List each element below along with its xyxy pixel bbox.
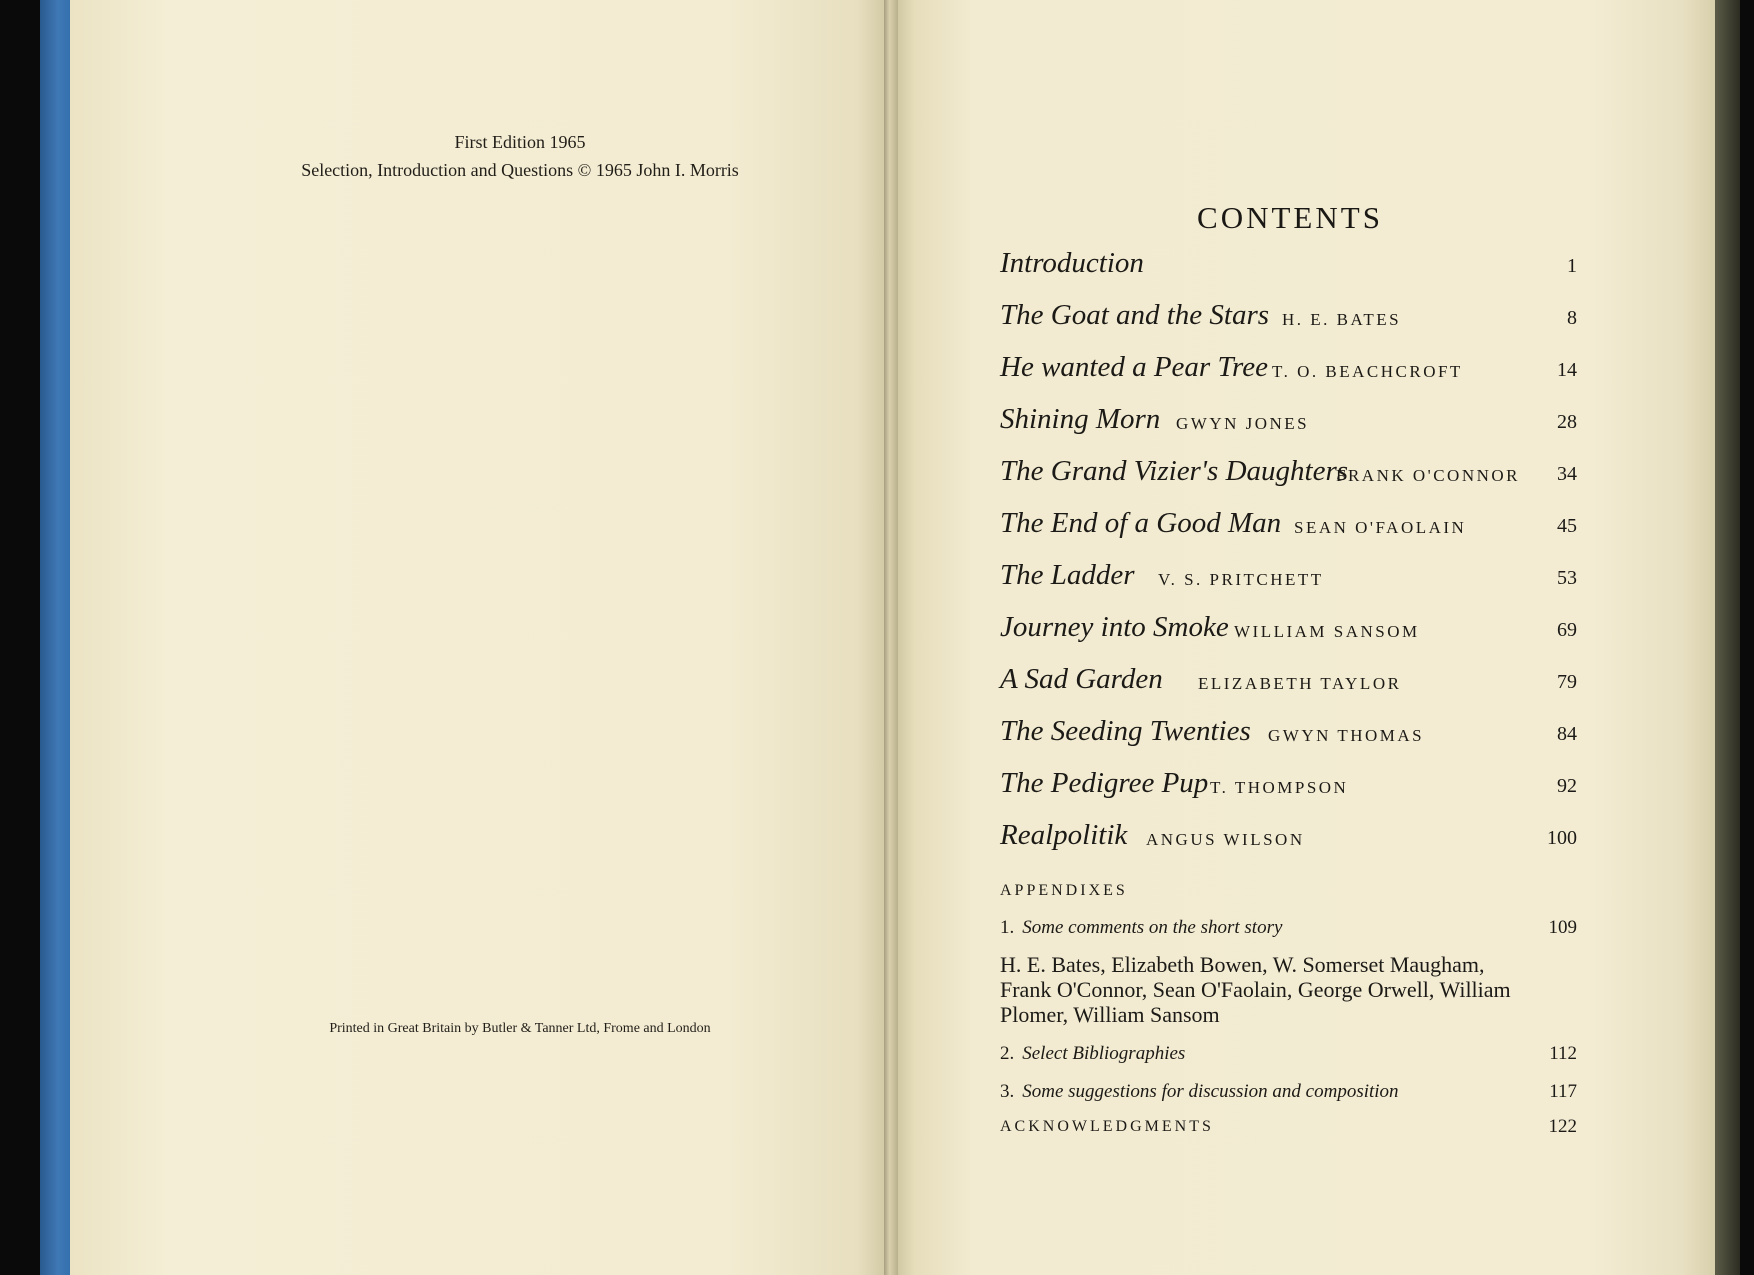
appendix-entry	[1000, 1078, 1577, 1106]
toc-entry	[1000, 608, 1577, 648]
toc-author: GWYN THOMAS	[1268, 726, 1425, 745]
toc-author: T. THOMPSON	[1210, 778, 1349, 797]
toc-title: The End of a Good Man	[1000, 507, 1282, 539]
toc-entry	[1000, 452, 1577, 492]
toc-entry	[1000, 556, 1577, 596]
appendix-number: 1.	[1000, 917, 1015, 938]
appendix-page-number: 117	[1549, 1081, 1577, 1102]
toc-title: Journey into Smoke	[1000, 611, 1229, 643]
toc-title: The Ladder	[1000, 559, 1135, 591]
toc-page-number: 79	[1557, 671, 1577, 693]
toc-page-number: 45	[1557, 515, 1577, 537]
appendix-page-number: 112	[1549, 1043, 1577, 1064]
toc-entry	[1000, 244, 1577, 284]
toc-page-number: 28	[1557, 411, 1577, 433]
appendix-title: Some comments on the short story	[1022, 917, 1283, 938]
toc-title: He wanted a Pear Tree	[1000, 351, 1268, 383]
toc-title: The Pedigree Pup	[1000, 767, 1209, 799]
toc-page-number: 1	[1567, 255, 1577, 277]
printer-line: Printed in Great Britain by Butler & Tanner Ltd, Frome and London	[329, 1021, 711, 1036]
toc-author: V. S. PRITCHETT	[1158, 570, 1324, 589]
toc-page-number: 100	[1547, 827, 1577, 849]
toc-title: A Sad Garden	[1000, 663, 1163, 695]
toc-entry	[1000, 348, 1577, 388]
toc-author: ANGUS WILSON	[1146, 830, 1305, 849]
toc-entry	[1000, 712, 1577, 752]
toc-entry	[1000, 764, 1577, 804]
appendix-title: Some suggestions for discussion and composition	[1022, 1081, 1399, 1102]
appendix-entry	[1000, 1040, 1577, 1068]
toc-author: WILLIAM SANSOM	[1234, 622, 1420, 641]
appendix-page-number: 109	[1548, 917, 1577, 938]
acknowledgments-label: ACKNOWLEDGMENTS	[1000, 1118, 1214, 1135]
toc-title: The Seeding Twenties	[1000, 715, 1251, 747]
imprint-copyright-line: Selection, Introduction and Questions © 1965 John I. Morris	[301, 160, 739, 180]
toc-title: The Goat and the Stars	[1000, 299, 1270, 331]
toc-title: Realpolitik	[1000, 819, 1128, 851]
appendix-number: 3.	[1000, 1081, 1015, 1102]
left-page	[70, 0, 890, 1275]
appendix-number: 2.	[1000, 1043, 1015, 1064]
toc-author: T. O. BEACHCROFT	[1272, 362, 1463, 381]
toc-entry	[1000, 400, 1577, 440]
toc-title: Introduction	[1000, 247, 1144, 279]
toc-page-number: 84	[1557, 723, 1577, 745]
acknowledgments-page-number: 122	[1548, 1116, 1577, 1137]
toc-title: Shining Morn	[1000, 403, 1161, 435]
appendixes-heading: APPENDIXES	[1000, 882, 1128, 899]
toc-page-number: 34	[1557, 463, 1577, 485]
toc-author: ELIZABETH TAYLOR	[1198, 674, 1402, 693]
toc-page-number: 53	[1557, 567, 1577, 589]
toc-page-number: 14	[1557, 359, 1577, 381]
toc-entry	[1000, 296, 1577, 336]
toc-author: SEAN O'FAOLAIN	[1294, 518, 1467, 537]
toc-author: H. E. BATES	[1282, 310, 1402, 329]
appendix-entry	[1000, 914, 1577, 942]
toc-author: GWYN JONES	[1176, 414, 1310, 433]
toc-page-number: 92	[1557, 775, 1577, 797]
toc-author: FRANK O'CONNOR	[1336, 466, 1520, 485]
book-gutter	[884, 0, 898, 1275]
toc-page-number: 8	[1567, 307, 1577, 329]
imprint-edition-line: First Edition 1965	[454, 132, 586, 152]
toc-entry	[1000, 504, 1577, 544]
appendix-title: Select Bibliographies	[1022, 1043, 1186, 1064]
toc-title: The Grand Vizier's Daughters	[1000, 455, 1349, 487]
toc-page-number: 69	[1557, 619, 1577, 641]
contents-heading: CONTENTS	[1197, 200, 1383, 235]
acknowledgments-entry	[1000, 1118, 1577, 1142]
appendix-authors-list: H. E. Bates, Elizabeth Bowen, W. Somerset Maugham, Frank O'Connor, Sean O'Faolain, George Orwell, William Plomer, William Sansom	[1000, 952, 1511, 1027]
toc-entry	[1000, 816, 1577, 856]
toc-entry	[1000, 660, 1577, 700]
